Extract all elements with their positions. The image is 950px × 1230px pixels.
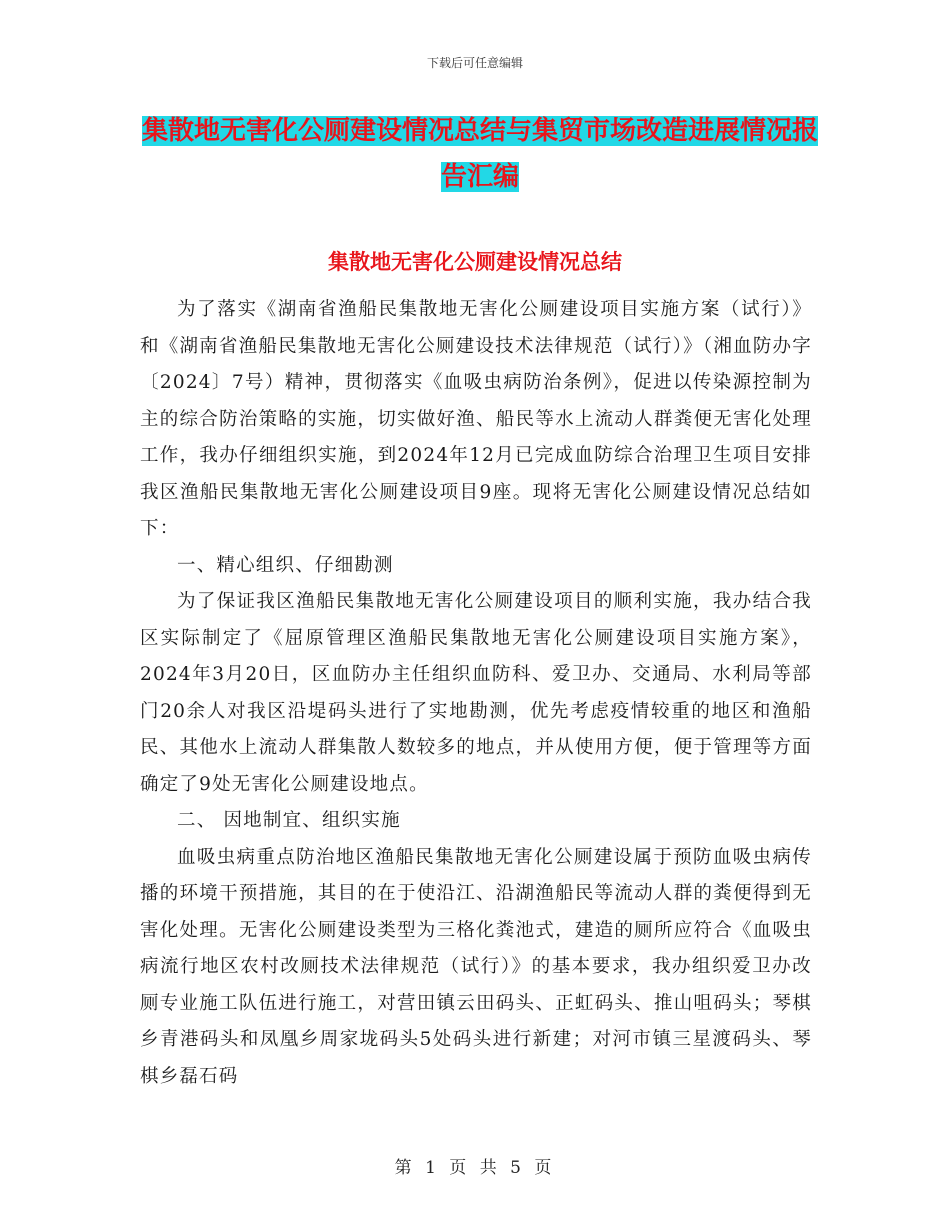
paragraph-implementation: 血吸虫病重点防治地区渔船民集散地无害化公厕建设属于预防血吸虫病传播的环境干预措施，其目的在于使沿江、沿湖渔船民等流动人群的粪便得到无害化处理。无害化公厕建设类型为三格化粪池式，建造的厕所应符合《血吸虫病流行地区农村改厕技术法律规范（试行）》的基本要求，我办组织爱卫办改厕专业施工队伍进行施工，对营田镇云田码头、正虹码头、推山咀码头；琴棋乡青港码头和凤凰乡周家垅码头5处码头进行新建；对河市镇三星渡码头、琴棋乡磊石码 [140,846,812,1087]
page-footer: 第 1 页 共 5 页 [394,1158,556,1178]
header-note: 下载后可任意编辑 [426,56,523,70]
paragraph-intro: 为了落实《湖南省渔船民集散地无害化公厕建设项目实施方案（试行）》和《湖南省渔船民集散地无害化公厕建设技术法律规范（试行）》（湘血防办字〔2024〕7号）精神，贯彻落实《血吸虫病防治条例》，促进以传染源控制为主的综合防治策略的实施，切实做好渔、船民等水上流动人群粪便无害化处理工作，我办仔细组织实施，到2024年12月已完成血防综合治理卫生项目安排我区渔船民集散地无害化公厕建设项目9座。现将无害化公厕建设情况总结如下： [140,299,812,539]
document-title-text: 集散地无害化公厕建设情况总结与集贸市场改造进展情况报告汇编 [141,116,818,192]
paragraph-survey: 为了保证我区渔船民集散地无害化公厕建设项目的顺利实施，我办结合我区实际制定了《屈原管理区渔船民集散地无害化公厕建设项目实施方案》，2024年3月20日，区血防办主任组织血防科、爱卫办、交通局、水利局等部门20余人对我区沿堤码头进行了实地勘测，优先考虑疫情较重的地区和渔船民、其他水上流动人群集散人数较多的地点，并从使用方便，便于管理等方面确定了9处无害化公厕建设地点。 [140,591,812,795]
heading-implementation: 二、 因地制宜、组织实施 [177,810,401,831]
document-body [140,292,812,1095]
section-title: 集散地无害化公厕建设情况总结 [328,250,622,274]
heading-organize-survey: 一、精心组织、仔细勘测 [177,554,394,576]
document-title [140,108,820,200]
